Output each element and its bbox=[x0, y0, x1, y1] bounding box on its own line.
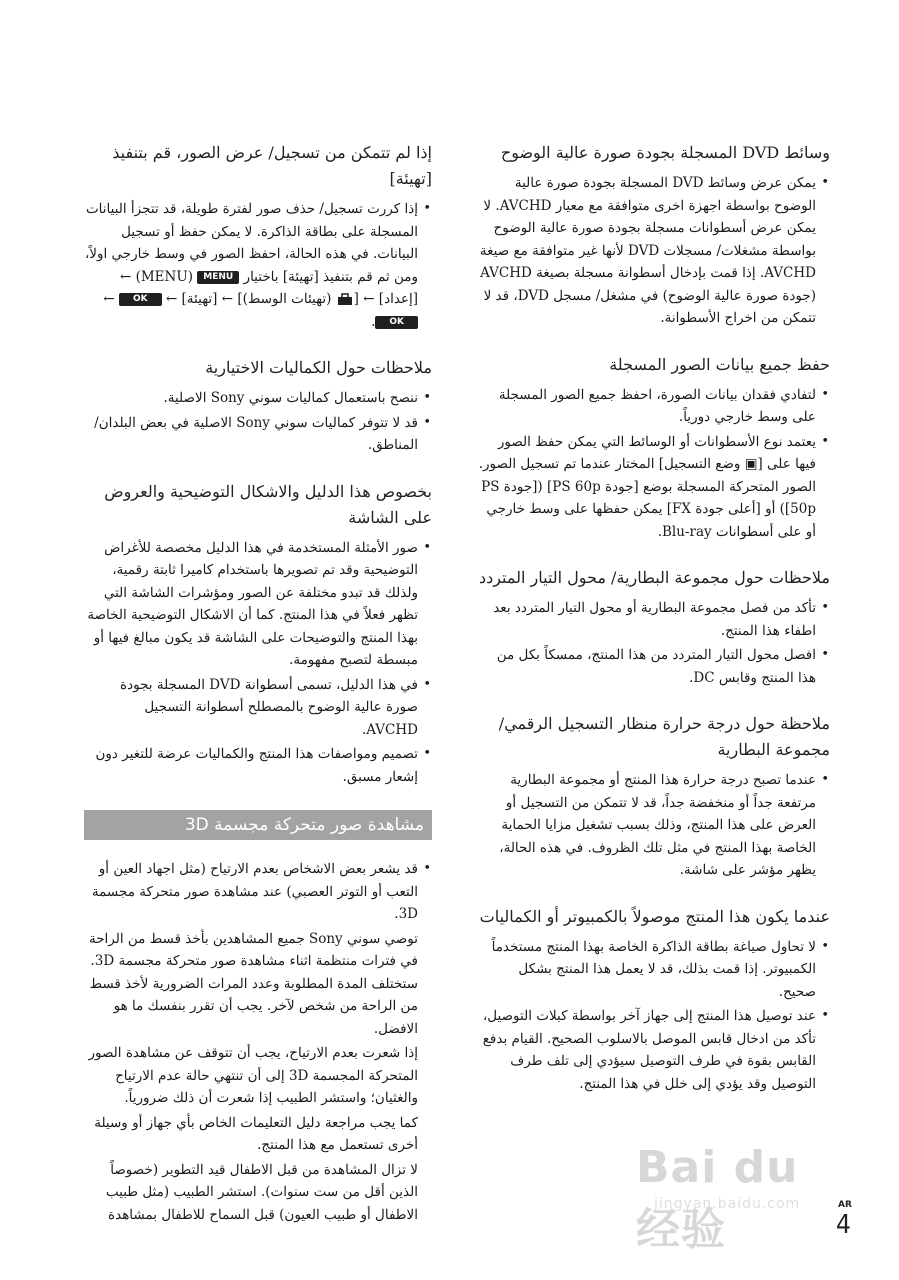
section-accessories bbox=[84, 355, 432, 457]
bullet-list bbox=[478, 936, 830, 1096]
bullet-item: • صور الأمثلة المستخدمة في هذا الدليل مخصصة للأغراض التوضيحية وقد تم تصويرها باستخدام كاميرا ثابتة رقمية، ولذلك قد تبدو مختلفة عن الصور ومؤشرات الشاشة التي تظهر فعلاً في هذا المنتج. كما أن الاشكال التوضيحية الخاصة بهذا المنتج والتوضيحات على الشاشة قد يكون مبالغ فيها أو مبسطة لتصبح مفهومة. bbox=[84, 537, 418, 672]
bullet-item: • تأكد من فصل مجموعة البطارية أو محول التيار المتردد بعد اطفاء هذا المنتج. bbox=[478, 597, 816, 642]
section-heading: بخصوص هذا الدليل والاشكال التوضيحية والعروض على الشاشة bbox=[104, 481, 432, 527]
section-heading: إذا لم تتمكن من تسجيل/ عرض الصور، قم بتنفيذ [تهيئة] bbox=[112, 143, 432, 188]
section-heading: حفظ جميع بيانات الصور المسجلة bbox=[609, 354, 830, 374]
menu-path: MENU (MENU) ← [إعداد] ← [ (تهيئات الوسط)] ← [تهيئة] ← OK ← OK. bbox=[103, 268, 418, 330]
paragraph: توصي سوني Sony جميع المشاهدين بأخذ قسط من الراحة في فترات منتظمة اثناء مشاهدة صور متحركة مجسمة 3D. ستختلف المدة المطلوبة وعدد المرات الضرورية لأخذ قسط من الراحة من شخص لآخر. يجب أن تقرر بنفسك ما هو الافضل. bbox=[88, 930, 418, 1037]
menu-path-part2: (تهيئات الوسط)] ← [تهيئة] ← bbox=[165, 291, 332, 307]
bullet-list bbox=[478, 597, 830, 689]
page-number: 4 bbox=[836, 1210, 851, 1240]
menu-path-part3: ← bbox=[103, 291, 115, 307]
section-dvd-hd bbox=[478, 140, 830, 330]
bullet-item: • في هذا الدليل، تسمى أسطوانة DVD المسجلة بجودة صورة عالية الوضوح بالمصطلح أسطوانة التسجيل AVCHD. bbox=[84, 674, 418, 742]
ok-chip: OK bbox=[375, 316, 418, 329]
bullet-list bbox=[478, 172, 830, 330]
bullet-item: • يمكن عرض وسائط DVD المسجلة بجودة صورة عالية الوضوح بواسطة اجهزة اخرى متوافقة مع معيار AVCHD. لا يمكن عرض أسطوانات مسجلة بجودة صورة عالية الوضوح بواسطة مشغلات/ مسجلات DVD لأنها غير متوافقة مع صيغة AVCHD. إذا قمت بإدخال أسطوانة مسجلة بصيغة AVCHD (جودة صورة عالية الوضوح) في مشغل/ مسجل DVD، قد لا تتمكن من اخراج الأسطوانة. bbox=[478, 172, 816, 330]
left-column bbox=[84, 140, 432, 1228]
watermark-url: jingyan.baidu.com bbox=[654, 1196, 801, 1212]
right-column bbox=[478, 140, 830, 1117]
section-heading: وسائط DVD المسجلة بجودة صورة عالية الوضوح bbox=[500, 143, 830, 162]
section-save-images bbox=[478, 352, 830, 544]
paragraph: إذا شعرت بعدم الارتياح، يجب أن تتوقف عن مشاهدة الصور المتحركة المجسمة 3D إلى أن تنتهي حالة عدم الارتياح والغثيان؛ واستشر الطبيب إذا شعرت أن ذلك ضرورياً. bbox=[88, 1045, 418, 1106]
bullet-item: • تصميم ومواصفات هذا المنتج والكماليات عرضة للتغير دون إشعار مسبق. bbox=[84, 743, 418, 788]
watermark-logo: Bai du 经验 bbox=[636, 1142, 799, 1255]
bullet-list bbox=[478, 769, 830, 882]
bullet-item: • يعتمد نوع الأسطوانات أو الوسائط التي يمكن حفظ الصور فيها على [▣ وضع التسجيل] المختار عندما تم تسجيل الصور. الصور المتحركة المسجلة بوضع [جودة PS 60p] ([جودة PS 50p]) أو [أعلى جودة FX] يمكن حفظها على وسط خارجي أو على أسطوانات Blu-ray. bbox=[478, 431, 816, 544]
bullet-item: • قد يشعر بعض الاشخاص بعدم الارتياح (مثل اجهاد العين أو التعب أو التوتر العصبي) عند مشاهدة صور متحركة مجسمة 3D. bbox=[84, 858, 418, 926]
section-format bbox=[84, 140, 432, 333]
bullet-list bbox=[84, 387, 432, 457]
section-heading: ملاحظة حول درجة حرارة منظار التسجيل الرقمي/ مجموعة البطارية bbox=[498, 714, 830, 759]
section-banner-3d: مشاهدة صور متحركة مجسمة 3D bbox=[84, 810, 432, 840]
section-battery-adapter bbox=[478, 565, 830, 689]
bullet-item: • عند توصيل هذا المنتج إلى جهاز آخر بواسطة كبلات التوصيل، تأكد من ادخال قابس الموصل بالاسلوب الصحيح. القيام بدفع القابس بقوة في طرف التوصيل سيؤدي إلى تلف طرف التوصيل وقد يؤدي إلى خلل في هذا المنتج. bbox=[478, 1005, 816, 1095]
toolbox-icon bbox=[336, 293, 354, 306]
bullet-list bbox=[84, 858, 432, 926]
menu-chip: MENU bbox=[197, 271, 239, 284]
bullet-list bbox=[84, 537, 432, 789]
bullet-item: • لتفادي فقدان بيانات الصورة، احفظ جميع الصور المسجلة على وسط خارجي دورياً. bbox=[478, 384, 816, 429]
bullet-text: إذا كررت تسجيل/ حذف صور لفترة طويلة، قد تتجزأ البيانات المسجلة على بطاقة الذاكرة. لا يمكن حفظ أو تسجيل البيانات. في هذه الحالة، احفظ الصور في وسط خارجي اولاً، ومن ثم قم بتنفيذ [تهيئة] باختيار bbox=[84, 201, 418, 285]
bullet-item: • ننصح باستعمال كماليات سوني Sony الاصلية. bbox=[84, 387, 418, 410]
section-3d-viewing bbox=[84, 858, 432, 1226]
language-code: AR bbox=[838, 1200, 852, 1210]
bullet-list bbox=[84, 198, 432, 333]
section-computer-connection bbox=[478, 904, 830, 1096]
bullet-item: • قد لا تتوفر كماليات سوني Sony الاصلية في بعض البلدان/ المناطق. bbox=[84, 412, 418, 457]
section-manual bbox=[84, 479, 432, 789]
section-heading: ملاحظات حول الكماليات الاختيارية bbox=[205, 358, 432, 377]
bullet-item: • عندما تصبح درجة حرارة هذا المنتج أو مجموعة البطارية مرتفعة جداً أو منخفضة جداً، قد لا تتمكن من التسجيل أو العرض على هذا المنتج، وذلك بسبب تشغيل مزايا الحماية الخاصة بهذا المنتج في مثل تلك الظروف. في هذه الحالة، يظهر مؤشر على شاشة. bbox=[478, 769, 816, 882]
bullet-item: • لا تحاول صياغة بطاقة الذاكرة الخاصة بهذا المنتج مستخدماً الكمبيوتر. إذا قمت بذلك، قد لا يعمل هذا المنتج بشكل صحيح. bbox=[478, 936, 816, 1004]
section-temperature bbox=[478, 711, 830, 882]
section-heading: عندما يكون هذا المنتج موصولاً بالكمبيوتر أو الكماليات bbox=[479, 906, 830, 926]
baidu-watermark bbox=[636, 1142, 846, 1255]
bullet-item bbox=[84, 198, 418, 333]
bullet-item: • افصل محول التيار المتردد من هذا المنتج، ممسكاً بكل من هذا المنتج وقابس DC. bbox=[478, 644, 816, 689]
section-heading: ملاحظات حول مجموعة البطارية/ محول التيار المتردد bbox=[478, 568, 830, 587]
ok-chip: OK bbox=[119, 293, 162, 306]
paragraph: لا تزال المشاهدة من قبل الاطفال قيد التطوير (خصوصاً الذين أقل من ست سنوات). استشر الطبيب (مثل طبيب الاطفال أو طبيب العيون) قبل السماح للاطفال بمشاهدة bbox=[105, 1161, 418, 1223]
bullet-list bbox=[478, 384, 830, 544]
paragraph: كما يجب مراجعة دليل التعليمات الخاص بأي جهاز أو وسيلة أخرى تستعمل مع هذا المنتج. bbox=[94, 1114, 418, 1153]
menu-path-part1: (MENU) ← [إعداد] ← [ bbox=[119, 268, 418, 307]
